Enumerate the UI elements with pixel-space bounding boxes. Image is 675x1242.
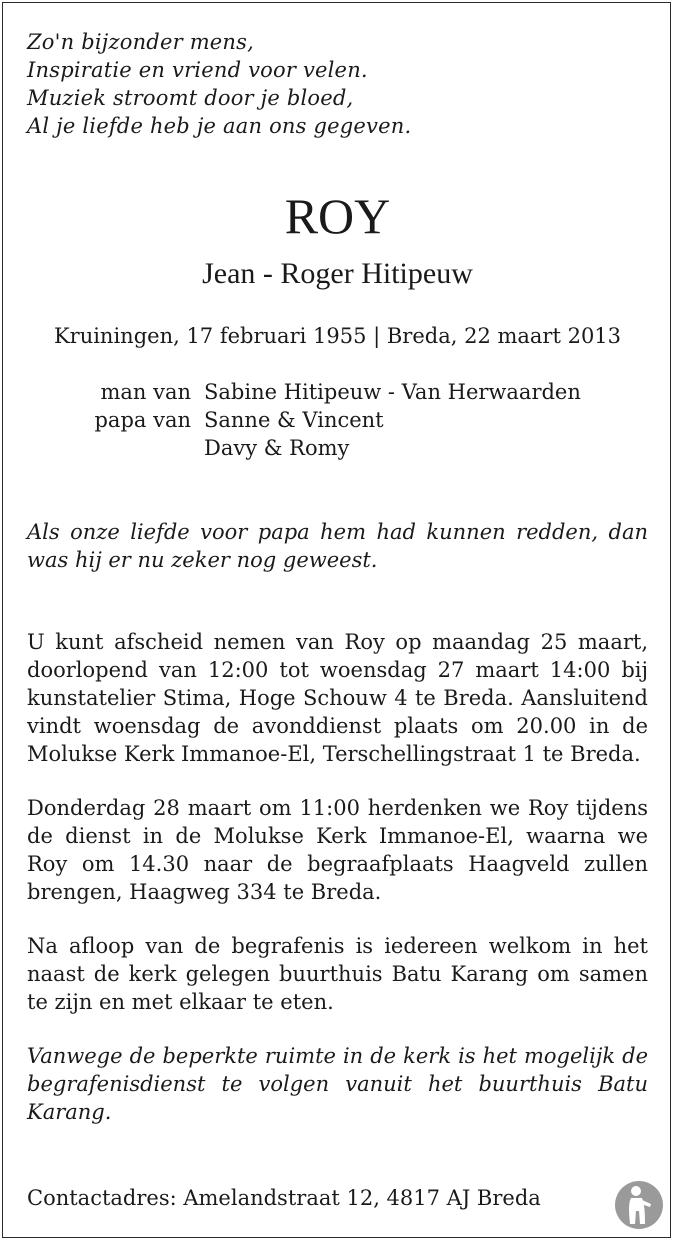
poem-line: Al je liefde heb je aan ons gegeven. xyxy=(27,114,412,138)
paragraph-service: Donderdag 28 maart om 11:00 herdenken we Roy tijdens de dienst in de Molukse Kerk Immanoe-El, waarna we Roy om 14.30 naar de begraafplaats Haagveld zullen brengen, Haagweg 334 te Breda. xyxy=(27,796,648,904)
birth-death-dates: Kruiningen, 17 februari 1955 | Breda, 22 maart 2013 xyxy=(53,324,622,348)
relation-label: papa van xyxy=(94,408,191,432)
paragraph-gathering: Na afloop van de begrafenis is iedereen welkom in het naast de kerk gelegen buurthuis Batu Karang om samen te zijn en met elkaar te eten. xyxy=(27,934,648,1014)
poem-line: Muziek stroomt door je bloed, xyxy=(27,86,354,110)
poem-line: Inspiratie en vriend voor velen. xyxy=(27,58,368,82)
relation-label: man van xyxy=(100,380,191,404)
paragraph-farewell: U kunt afscheid nemen van Roy op maandag 25 maart, doorlopend van 12:00 tot woensdag 27 maart 14:00 bij kunstatelier Stima, Hoge Schouw 4 te Breda. Aansluitend vindt woensdag de avonddienst plaats om 20.00 in de Molukse Kerk Immanoe-El, Terschellingstraat 1 te Breda. xyxy=(27,630,648,766)
relation-row xyxy=(0,406,675,434)
poem xyxy=(27,28,411,140)
relation-value: Sabine Hitipeuw - Van Herwaarden xyxy=(204,380,581,404)
contact-address: Contactadres: Amelandstraat 12, 4817 AJ Breda xyxy=(27,1186,541,1210)
relation-row xyxy=(0,434,675,462)
deceased-full-name: Jean - Roger Hitipeuw xyxy=(202,257,473,290)
deceased-nickname: ROY xyxy=(284,188,391,244)
poem-line: Zo'n bijzonder mens, xyxy=(27,30,255,54)
relations-list xyxy=(0,378,675,462)
memorial-figure-icon xyxy=(614,1180,664,1230)
paragraph-note: Vanwege de beperkte ruimte in de kerk is het mogelijk de begrafenisdienst te volgen vanuit het buurthuis Batu Karang. xyxy=(27,1044,648,1124)
relation-row xyxy=(0,378,675,406)
relation-value: Davy & Romy xyxy=(204,436,350,460)
memorial-quote: Als onze liefde voor papa hem had kunnen redden, dan was hij er nu zeker nog geweest. xyxy=(27,520,648,572)
arrangements-text xyxy=(27,628,648,1152)
relation-value: Sanne & Vincent xyxy=(204,408,384,432)
